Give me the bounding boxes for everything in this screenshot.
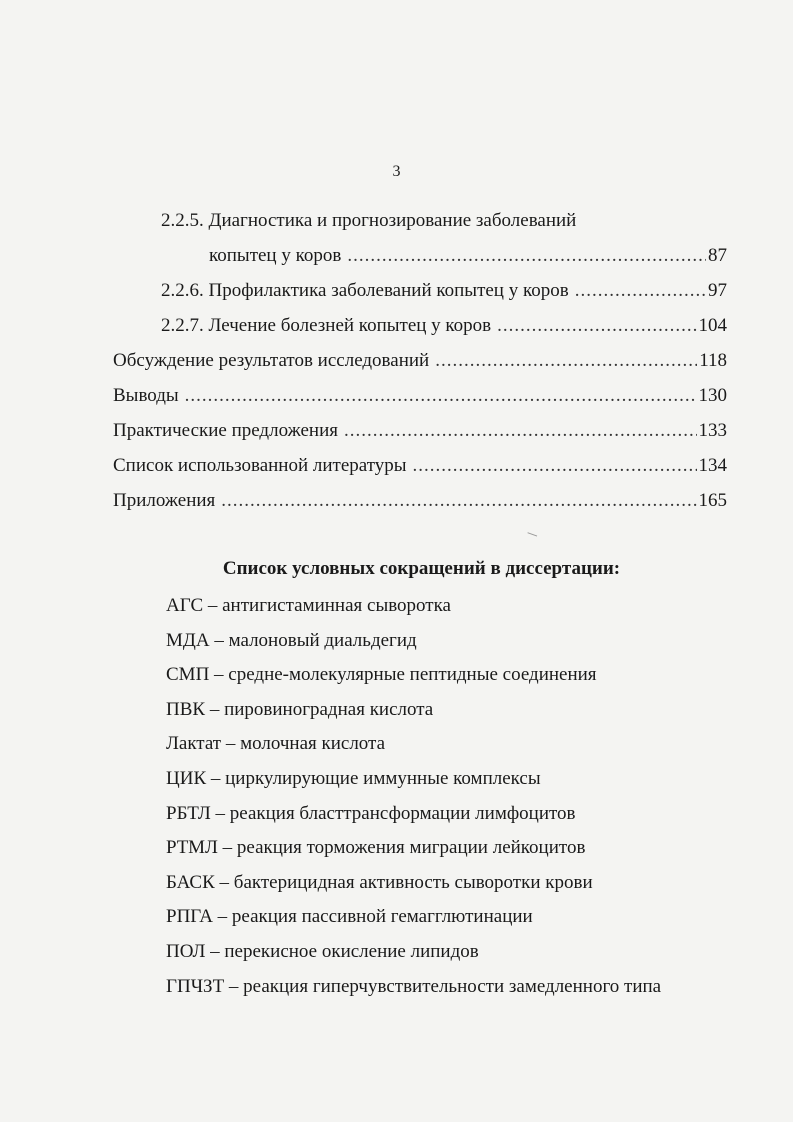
toc-entry-title: 2.2.5. Диагностика и прогнозирование заболеваний — [161, 210, 577, 231]
toc-entry — [113, 483, 727, 518]
abbreviation-item: МДА – малоновый диальдегид — [166, 629, 417, 651]
toc-entry-title: Выводы — [113, 385, 179, 406]
toc-leader-dots — [413, 448, 697, 483]
toc-entry-title: Обсуждение результатов исследований — [113, 350, 430, 371]
toc-entry-page: 133 — [698, 420, 727, 441]
toc-entry-title: 2.2.6. Профилактика заболеваний копытец у коров — [161, 280, 569, 301]
toc-leader-dots — [221, 483, 696, 518]
toc-entry-title: 2.2.7. Лечение болезней копытец у коров — [161, 315, 492, 336]
toc-entry — [113, 413, 727, 448]
toc-leader-dots — [575, 273, 706, 308]
abbreviation-item: РПГА – реакция пассивной гемагглютинации — [166, 906, 533, 928]
toc-entry — [113, 343, 727, 378]
toc-entry — [113, 378, 727, 413]
abbreviation-item: АГС – антигистаминная сыворотка — [166, 595, 451, 616]
scan-mark — [527, 528, 538, 536]
abbreviation-item: РБТЛ – реакция бласттрансформации лимфоцитов — [166, 802, 576, 824]
abbreviation-item: РТМЛ – реакция торможения миграции лейкоцитов — [166, 837, 586, 859]
abbreviations-list — [166, 589, 661, 1004]
toc-entry — [113, 238, 727, 273]
toc-entry-title: копытец у коров — [209, 245, 342, 266]
abbreviation-item: БАСК – бактерицидная активность сыворотки крови — [166, 871, 593, 893]
toc-entry — [113, 273, 727, 308]
toc-entry-title: Приложения — [113, 490, 216, 511]
toc-entry — [113, 308, 727, 343]
toc-entry-page: 87 — [708, 245, 727, 266]
toc-entry-page: 97 — [708, 280, 727, 301]
toc-entry — [113, 203, 727, 238]
abbreviation-item: ПОЛ – перекисное окисление липидов — [166, 940, 479, 962]
toc-leader-dots — [435, 343, 697, 378]
toc-entry — [113, 448, 727, 483]
toc-entry-title: Практические предложения — [113, 420, 338, 441]
toc-entry-page: 134 — [698, 455, 727, 476]
table-of-contents — [113, 203, 727, 518]
toc-leader-dots — [344, 413, 697, 448]
toc-leader-dots — [347, 238, 706, 273]
abbreviation-item: ГПЧЗТ – реакция гиперчувствительности замедленного типа — [166, 975, 662, 997]
toc-entry-page: 165 — [698, 490, 727, 511]
abbreviations-heading: Список условных сокращений в диссертации: — [222, 558, 621, 579]
toc-entry-page: 130 — [698, 385, 727, 406]
abbreviation-item: СМП – средне-молекулярные пептидные соединения — [166, 664, 597, 686]
abbreviation-item: ЦИК – циркулирующие иммунные комплексы — [166, 767, 541, 789]
abbreviation-item: ПВК – пировиноградная кислота — [166, 698, 434, 720]
page-number: 3 — [392, 163, 401, 180]
abbreviation-item: Лактат – молочная кислота — [166, 733, 386, 755]
toc-entry-title: Список использованной литературы — [113, 455, 407, 476]
toc-entry-page: 104 — [698, 315, 727, 336]
toc-entry-page: 118 — [699, 350, 727, 371]
toc-leader-dots — [185, 378, 697, 413]
toc-leader-dots — [497, 308, 696, 343]
